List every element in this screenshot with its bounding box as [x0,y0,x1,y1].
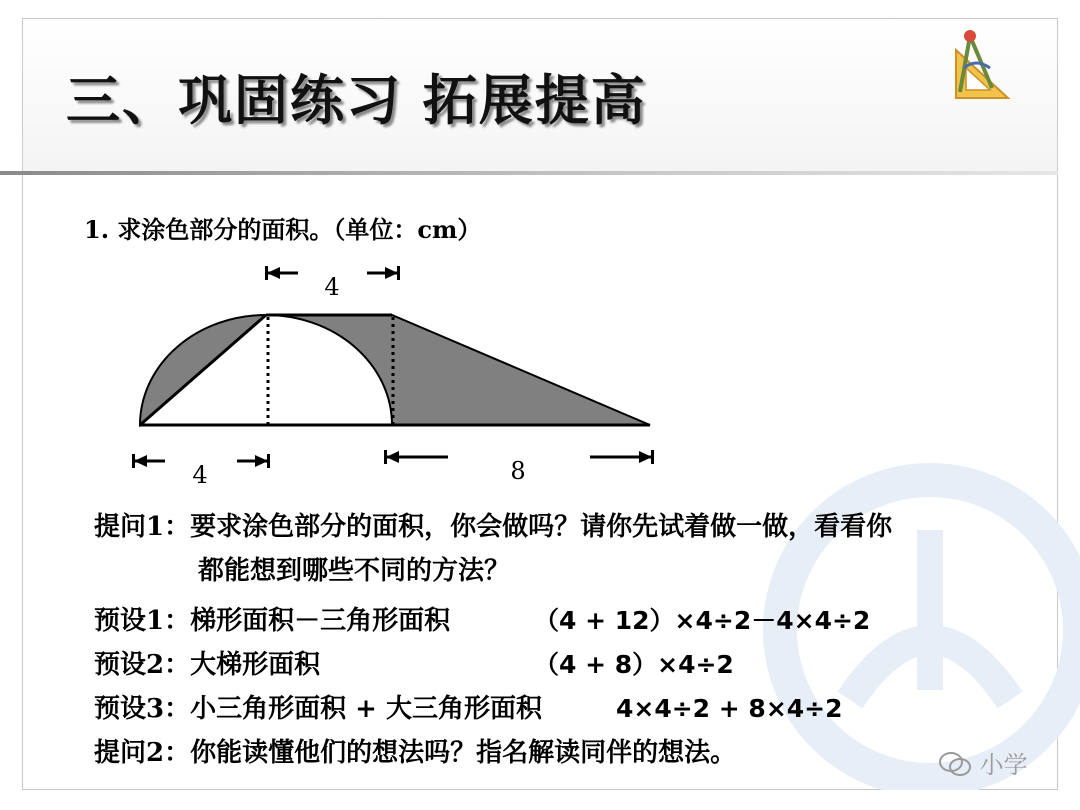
shaded-area-diagram [120,255,680,495]
preset-label: 预设2： [94,650,191,680]
preset-text: 小三角形面积 + 大三角形面积 [190,694,542,724]
preset-formula: （4 + 12）×4÷2－4×4÷2 [534,606,871,635]
top-length-label: 4 [324,273,340,301]
preset-label: 预设1： [94,606,191,636]
prompt-label: 提问1： [94,512,191,542]
page-title: 三、巩固练习 拓展提高 [66,68,647,132]
title-divider [0,171,1058,175]
bottom-right-length-label: 8 [510,457,526,485]
question-title: 1. 求涂色部分的面积。（单位：cm） [84,215,482,244]
prompt-label: 提问2： [94,738,191,768]
preset-text: 梯形面积－三角形面积 [190,606,451,636]
drafting-tools-icon [946,28,1016,110]
wechat-icon [938,751,972,777]
preset-formula: （4 + 8）×4÷2 [534,650,734,679]
preset-row-3 [94,687,892,731]
wechat-watermark [938,745,1028,780]
preset-text: 大梯形面积 [190,650,321,680]
prompt-text: 都能想到哪些不同的方法？ [198,556,511,586]
preset-formula: 4×4÷2 + 8×4÷2 [616,694,843,723]
prompt-text: 要求涂色部分的面积，你会做吗？请你先试着做一做，看看你 [190,512,893,542]
prompt-text: 你能读懂他们的想法吗？指名解读同伴的想法。 [190,738,737,768]
preset-row-1 [94,599,892,643]
prompt-row-2 [94,731,892,775]
preset-label: 预设3： [94,694,191,724]
wechat-label: 小学 [979,751,1028,779]
prompt-list [94,505,892,775]
prompt-row-1-cont [94,549,892,593]
preset-row-2 [94,643,892,687]
prompt-row-1 [94,505,892,549]
bottom-left-length-label: 4 [192,461,208,489]
shaded-right-region [266,315,650,425]
